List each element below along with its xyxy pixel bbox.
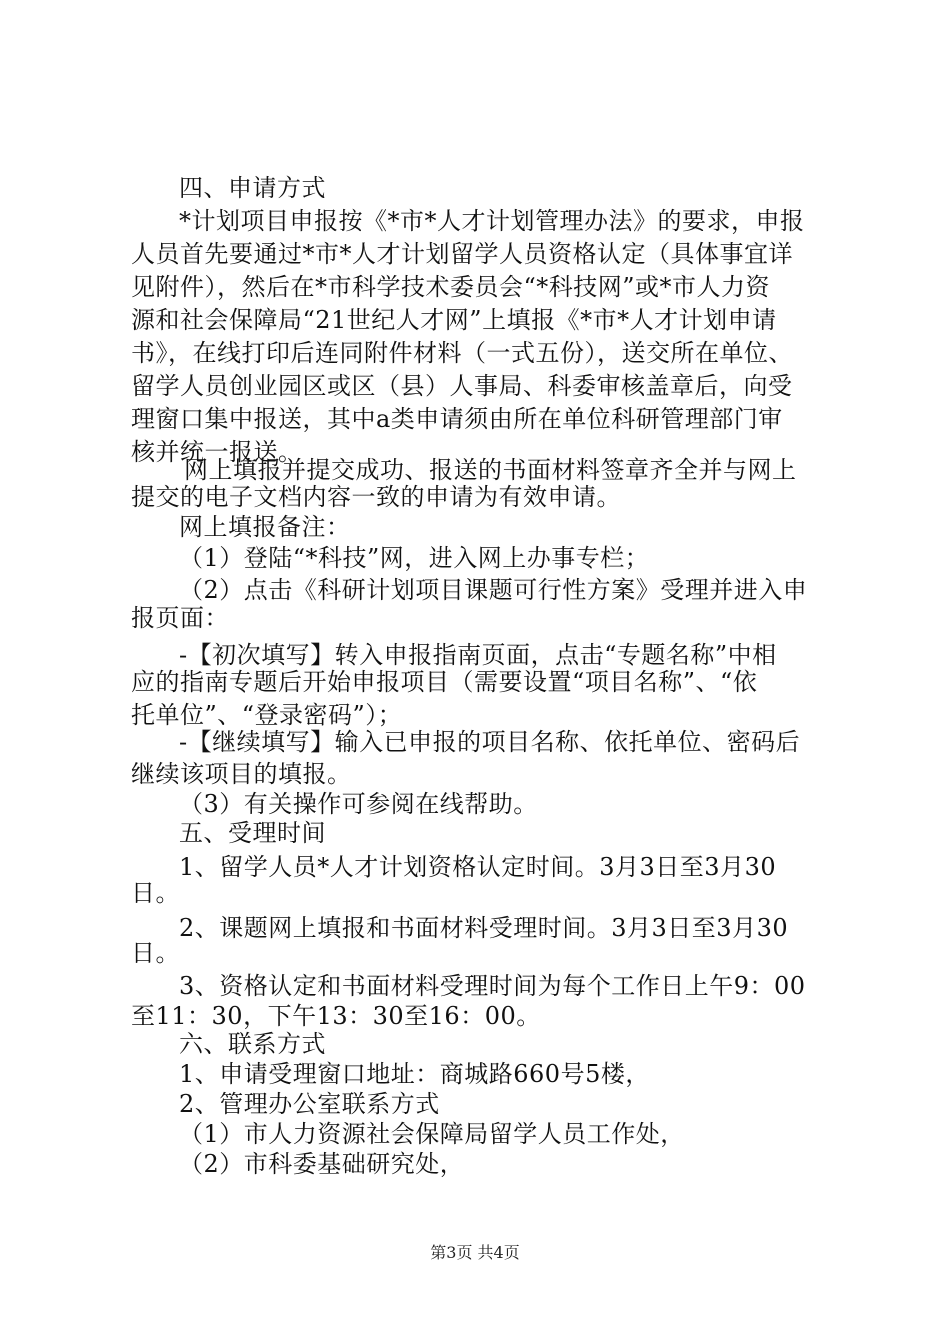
note-item: （2）点击《科研计划项目课题可行性方案》受理并进入申 xyxy=(179,576,808,604)
section-heading-application-method: 四、申请方式 xyxy=(179,174,326,202)
list-item: （1）市人力资源社会保障局留学人员工作处， xyxy=(179,1120,685,1148)
note-item: （3）有关操作可参阅在线帮助。 xyxy=(179,790,538,818)
note-heading: 网上填报备注： xyxy=(179,513,351,541)
paragraph-line: 留学人员创业园区或区（县）人事局、科委审核盖章后，向受 xyxy=(131,372,793,400)
paragraph-line: 提交的电子文档内容一致的申请为有效申请。 xyxy=(131,483,621,511)
note-subitem: -【初次填写】转入申报指南页面，点击“专题名称”中相 xyxy=(179,641,777,669)
paragraph-line: 托单位”、“登录密码”）； xyxy=(131,701,403,729)
paragraph-line: 人员首先要通过*市*人才计划留学人员资格认定（具体事宜详 xyxy=(131,240,793,268)
section-heading-contact: 六、联系方式 xyxy=(179,1030,326,1058)
list-item: （2）市科委基础研究处， xyxy=(179,1150,465,1178)
paragraph-line: 见附件），然后在*市科学技术委员会“*科技网”或*市人力资 xyxy=(131,273,771,301)
paragraph-line: 理窗口集中报送，其中a类申请须由所在单位科研管理部门审 xyxy=(131,405,783,433)
paragraph-line: 至11：30，下午13：30至16：00。 xyxy=(131,1002,541,1030)
paragraph-line: 源和社会保障局“21世纪人才网”上填报《*市*人才计划申请 xyxy=(131,306,777,334)
paragraph-line: 继续该项目的填报。 xyxy=(131,760,352,788)
page-number-footer: 第3页 共4页 xyxy=(430,1243,520,1262)
paragraph-line: 应的指南专题后开始申报项目（需要设置“项目名称”、“依 xyxy=(131,668,758,696)
list-item: 2、课题网上填报和书面材料受理时间。3月3日至3月30 xyxy=(179,914,789,942)
paragraph-line: *计划项目申报按《*市*人才计划管理办法》的要求，申报 xyxy=(179,207,805,235)
section-heading-acceptance-time: 五、受理时间 xyxy=(179,819,326,847)
list-item: 2、管理办公室联系方式 xyxy=(179,1090,440,1118)
list-item: 1、申请受理窗口地址：商城路660号5楼， xyxy=(179,1060,650,1088)
note-subitem: -【继续填写】输入已申报的项目名称、依托单位、密码后 xyxy=(179,728,801,756)
paragraph-line: 报页面： xyxy=(131,604,229,632)
paragraph-line: 日。 xyxy=(131,879,180,907)
list-item: 3、资格认定和书面材料受理时间为每个工作日上午9：00 xyxy=(179,972,806,1000)
paragraph-line: 网上填报并提交成功、报送的书面材料签章齐全并与网上 xyxy=(184,456,797,484)
paragraph-line: 核并统一报送。 xyxy=(131,438,303,466)
note-item: （1）登陆“*科技”网，进入网上办事专栏； xyxy=(179,544,650,572)
paragraph-line: 日。 xyxy=(131,939,180,967)
list-item: 1、留学人员*人才计划资格认定时间。3月3日至3月30 xyxy=(179,853,777,881)
paragraph-line: 书》，在线打印后连同附件材料（一式五份），送交所在单位、 xyxy=(131,339,793,367)
